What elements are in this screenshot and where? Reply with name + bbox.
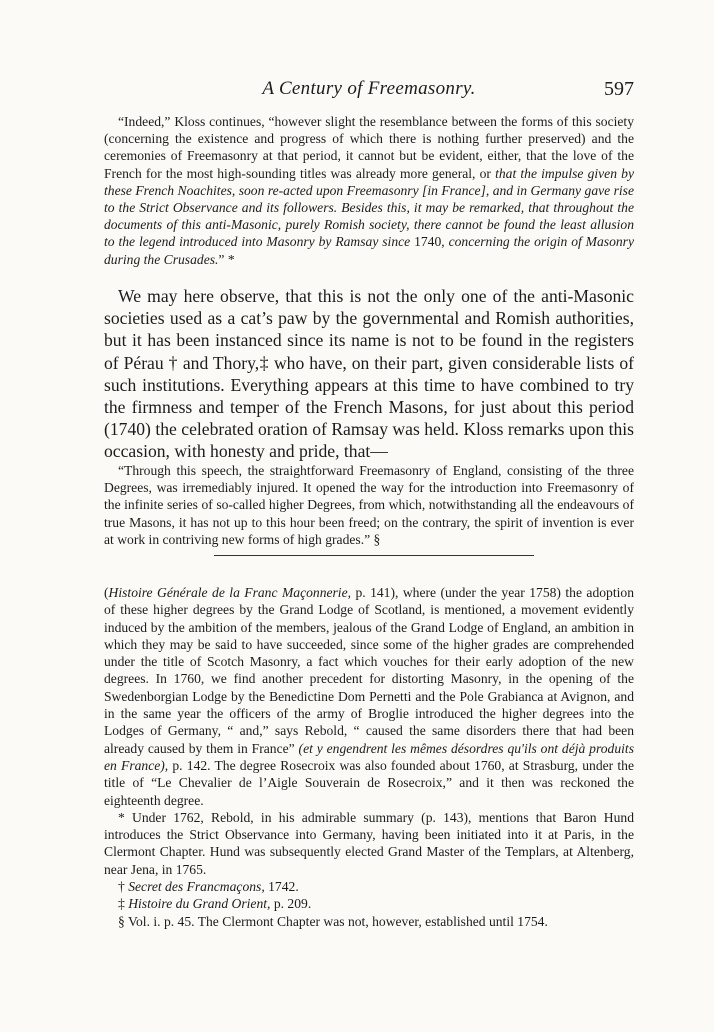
footnote-dagger: † Secret des Francmaçons, 1742. [118, 879, 299, 895]
ramsay-quote: “Through this speech, the straightforward Freemasonry of England, consisting of the three Degrees, was irremediably injured. It opened the way for the introduction into Freemasonry of the infinite series of so-called higher Degrees, from which, notwithstanding all the endeavours of true Masons, it has not up to this hour been freed; on the contrary, the spirit of invention is ever at work in contriving new forms of high grades.” § [104, 463, 634, 547]
footnote-divider [214, 555, 534, 556]
footnotes [104, 584, 634, 930]
footnote-continuation: (Histoire Générale de la Franc Maçonnerie, p. 141), where (under the year 1758) the adoption of these higher degrees by the Grand Lodge of Scotland, is mentioned, a movement evidently induced by the ambition of the members, jealous of the Grand Lodge of England, an ambition in which they may be said to have succeeded, since some of the higher grades are comprehended under the title of Scotch Masonry, a fact which vouches for their early adoption of the new degrees. In 1760, we find another precedent for distorting Masonry, in the opening of the Swedenborgian Lodge by the Benedictine Dom Pernetti and the Pole Grabianca at Avignon, and in the same year the officers of the army of Broglie introduced the higher degrees into the Lodges of Germany, “ and,” says Rebold, “ caused the same disorders there that had been already caused by them in France” (et y engendrent les mêmes désordres qu'ils ont déjà produits en France), p. 142. The degree Rosecroix was also founded about 1760, at Strasburg, under the title of “Le Chevalier de l’Aigle Souverain de Rosecroix,” and it then was reckoned the eighteenth degree. [104, 585, 634, 808]
footnote-star: * Under 1762, Rebold, in his admirable summary (p. 143), mentions that Baron Hund introduces the Strict Observance into Germany, having been initiated into it at Paris, in the Clermont Chapter. Hund was subsequently elected Grand Master of the Templars, at Altenberg, near Jena, in 1765. [104, 809, 634, 877]
running-title: A Century of Freemasonry. [262, 78, 476, 99]
main-paragraph: We may here observe, that this is not the only one of the anti-Masonic societies used as a cat’s paw by the governmental and Romish authorities, but it has been instanced since its name is not to be found in the registers of Pérau † and Thory,‡ who have, on their part, given considerable lists of such institutions. Everything appears at this time to have combined to try the firmness and temper of the French Masons, for just about this period (1740) the celebrated oration of Ramsay was held. Kloss remarks upon this occasion, with honesty and pride, that— [104, 286, 634, 462]
footnote-double-dagger: ‡ Histoire du Grand Orient, p. 209. [118, 896, 312, 912]
footnote-section: § Vol. i. p. 45. The Clermont Chapter was not, however, established until 1754. [118, 913, 548, 929]
kloss-quote: “Indeed,” Kloss continues, “however slight the resemblance between the forms of this society (concerning the existence and progress of which there is nothing further preserved) and the ceremonies of Freemasonry at that period, it cannot but be evident, either, that the love of the French for the most high-sounding titles was already more general, or that the impulse given by these French Noachites, soon re-acted upon Freemasonry [in France], and in Germany gave rise to the Strict Observance and its followers. Besides this, it may be remarked, that throughout the documents of this anti-Masonic, purely Romish society, there cannot be found the least allusion to the legend introduced into Masonry by Ramsay since 1740, concerning the origin of Masonry during the Crusades.” * [104, 114, 635, 267]
page-number: 597 [604, 78, 634, 100]
running-header [104, 78, 634, 102]
